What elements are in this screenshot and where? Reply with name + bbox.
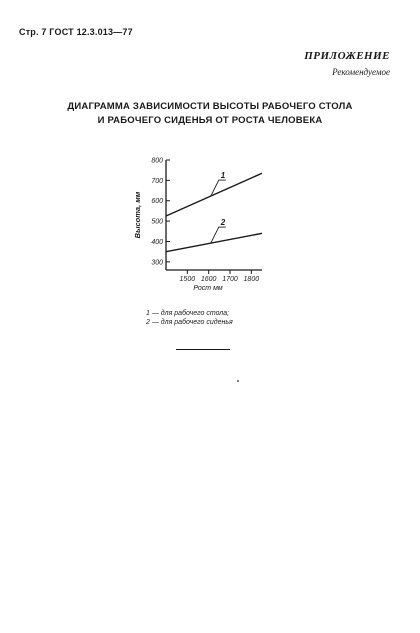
y-tick-label: 700 xyxy=(151,177,163,185)
legend-item-1: 1 — для рабочего стола; xyxy=(146,310,230,317)
x-tick-label: 1500 xyxy=(179,276,196,283)
series-leader-1 xyxy=(211,180,226,196)
x-tick-label: 1800 xyxy=(243,276,260,283)
legend-item-2: 2 — для рабочего сиденья xyxy=(146,319,233,326)
title-line-2: И РАБОЧЕГО СИДЕНЬЯ ОТ РОСТА ЧЕЛОВЕКА xyxy=(97,115,323,126)
y-tick-label: 400 xyxy=(151,238,163,246)
height-chart xyxy=(120,150,280,300)
y-tick-label: 800 xyxy=(151,157,163,165)
series-line-1 xyxy=(166,173,262,216)
y-tick-label: 600 xyxy=(151,198,163,206)
x-axis-label: Рост мм xyxy=(193,285,223,292)
appendix-subtitle: Рекомендуемое xyxy=(332,67,390,77)
y-axis-label: Высота, мм xyxy=(133,191,142,239)
document-title xyxy=(0,100,420,128)
page-header: Стр. 7 ГОСТ 12.3.013—77 xyxy=(19,27,133,37)
x-tick-label: 1700 xyxy=(222,276,238,283)
divider-line xyxy=(176,349,230,350)
x-tick-label: 1600 xyxy=(200,276,217,283)
series-label-1: 1 xyxy=(220,171,226,181)
chart-legend xyxy=(146,309,233,327)
series-label-2: 2 xyxy=(220,218,226,228)
scan-speck xyxy=(237,380,239,382)
appendix-title: ПРИЛОЖЕНИЕ xyxy=(304,50,390,62)
y-tick-label: 300 xyxy=(151,259,163,267)
title-line-1: ДИАГРАММА ЗАВИСИМОСТИ ВЫСОТЫ РАБОЧЕГО СТОЛА xyxy=(67,101,353,112)
y-tick-label: 500 xyxy=(151,218,163,226)
